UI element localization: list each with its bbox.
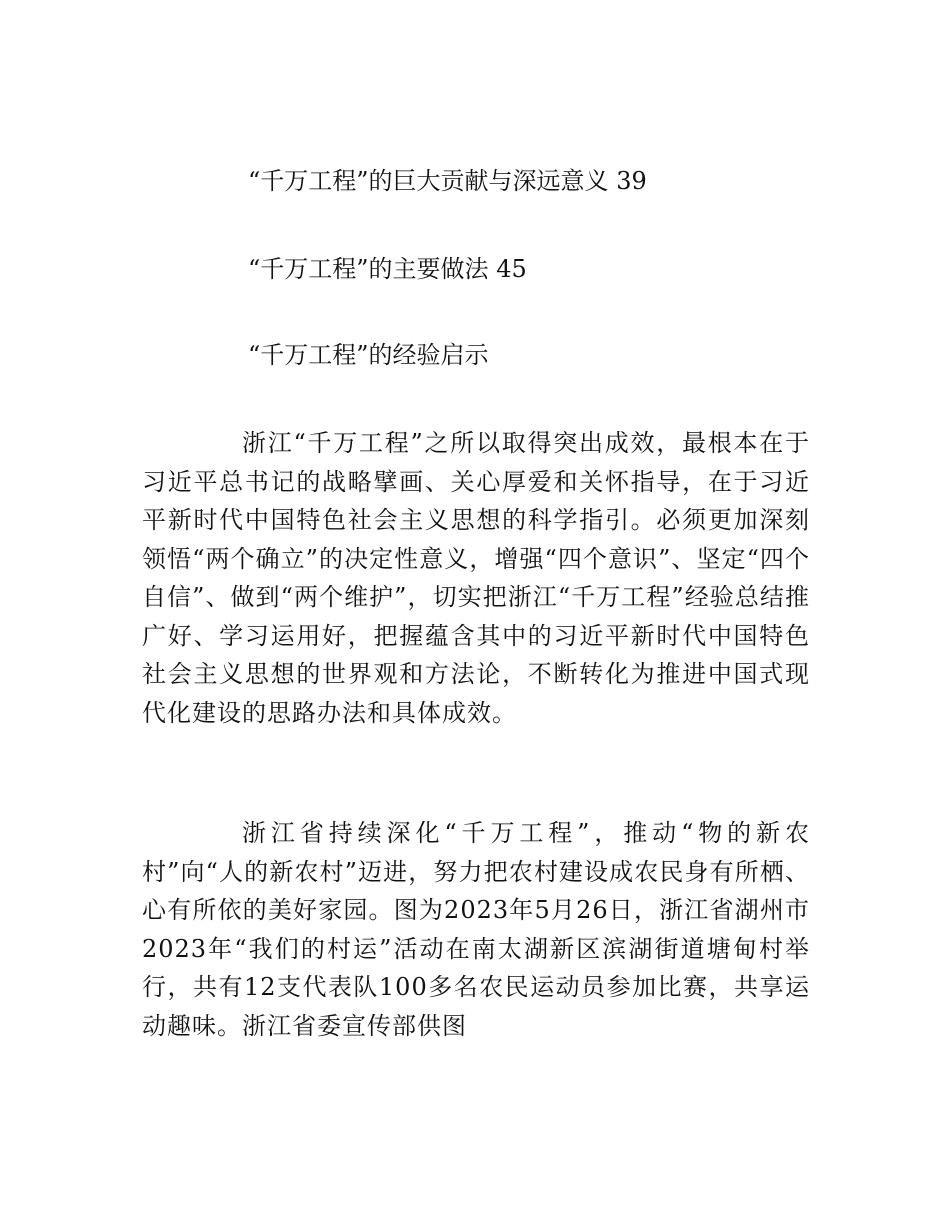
- toc-entry: [248, 254, 527, 284]
- toc-entry: [248, 340, 489, 370]
- toc-entry-title: “千万工程”的巨大贡献与深远意义: [248, 167, 609, 195]
- toc-entry-title: “千万工程”的主要做法: [248, 255, 489, 283]
- photo-caption-paragraph: 浙江省持续深化“千万工程”，推动“物的新农村”向“人的新农村”迈进，努力把农村建设成农民身有所栖、心有所依的美好家园。图为2023年5月26日，浙江省湖州市2023年“我们的村运”活动在南太湖新区滨湖街道塘甸村举行，共有12支代表队100多名农民运动员参加比赛，共享运动趣味。浙江省委宣传部供图: [142, 819, 810, 1040]
- toc-entry: [248, 166, 647, 196]
- body-paragraph: 浙江“千万工程”之所以取得突出成效，最根本在于习近平总书记的战略擘画、关心厚爱和关怀指导，在于习近平新时代中国特色社会主义思想的科学指引。必须更加深刻领悟“两个确立”的决定性意义，增强“四个意识”、坚定“四个自信”、做到“两个维护”，切实把浙江“千万工程”经验总结推广好、学习运用好，把握蕴含其中的习近平新时代中国特色社会主义思想的世界观和方法论，不断转化为推进中国式现代化建设的思路办法和具体成效。: [142, 429, 810, 727]
- toc-entry-page: 45: [496, 255, 527, 283]
- toc-entry-title: “千万工程”的经验启示: [248, 341, 489, 369]
- toc-entry-page: 39: [616, 167, 647, 195]
